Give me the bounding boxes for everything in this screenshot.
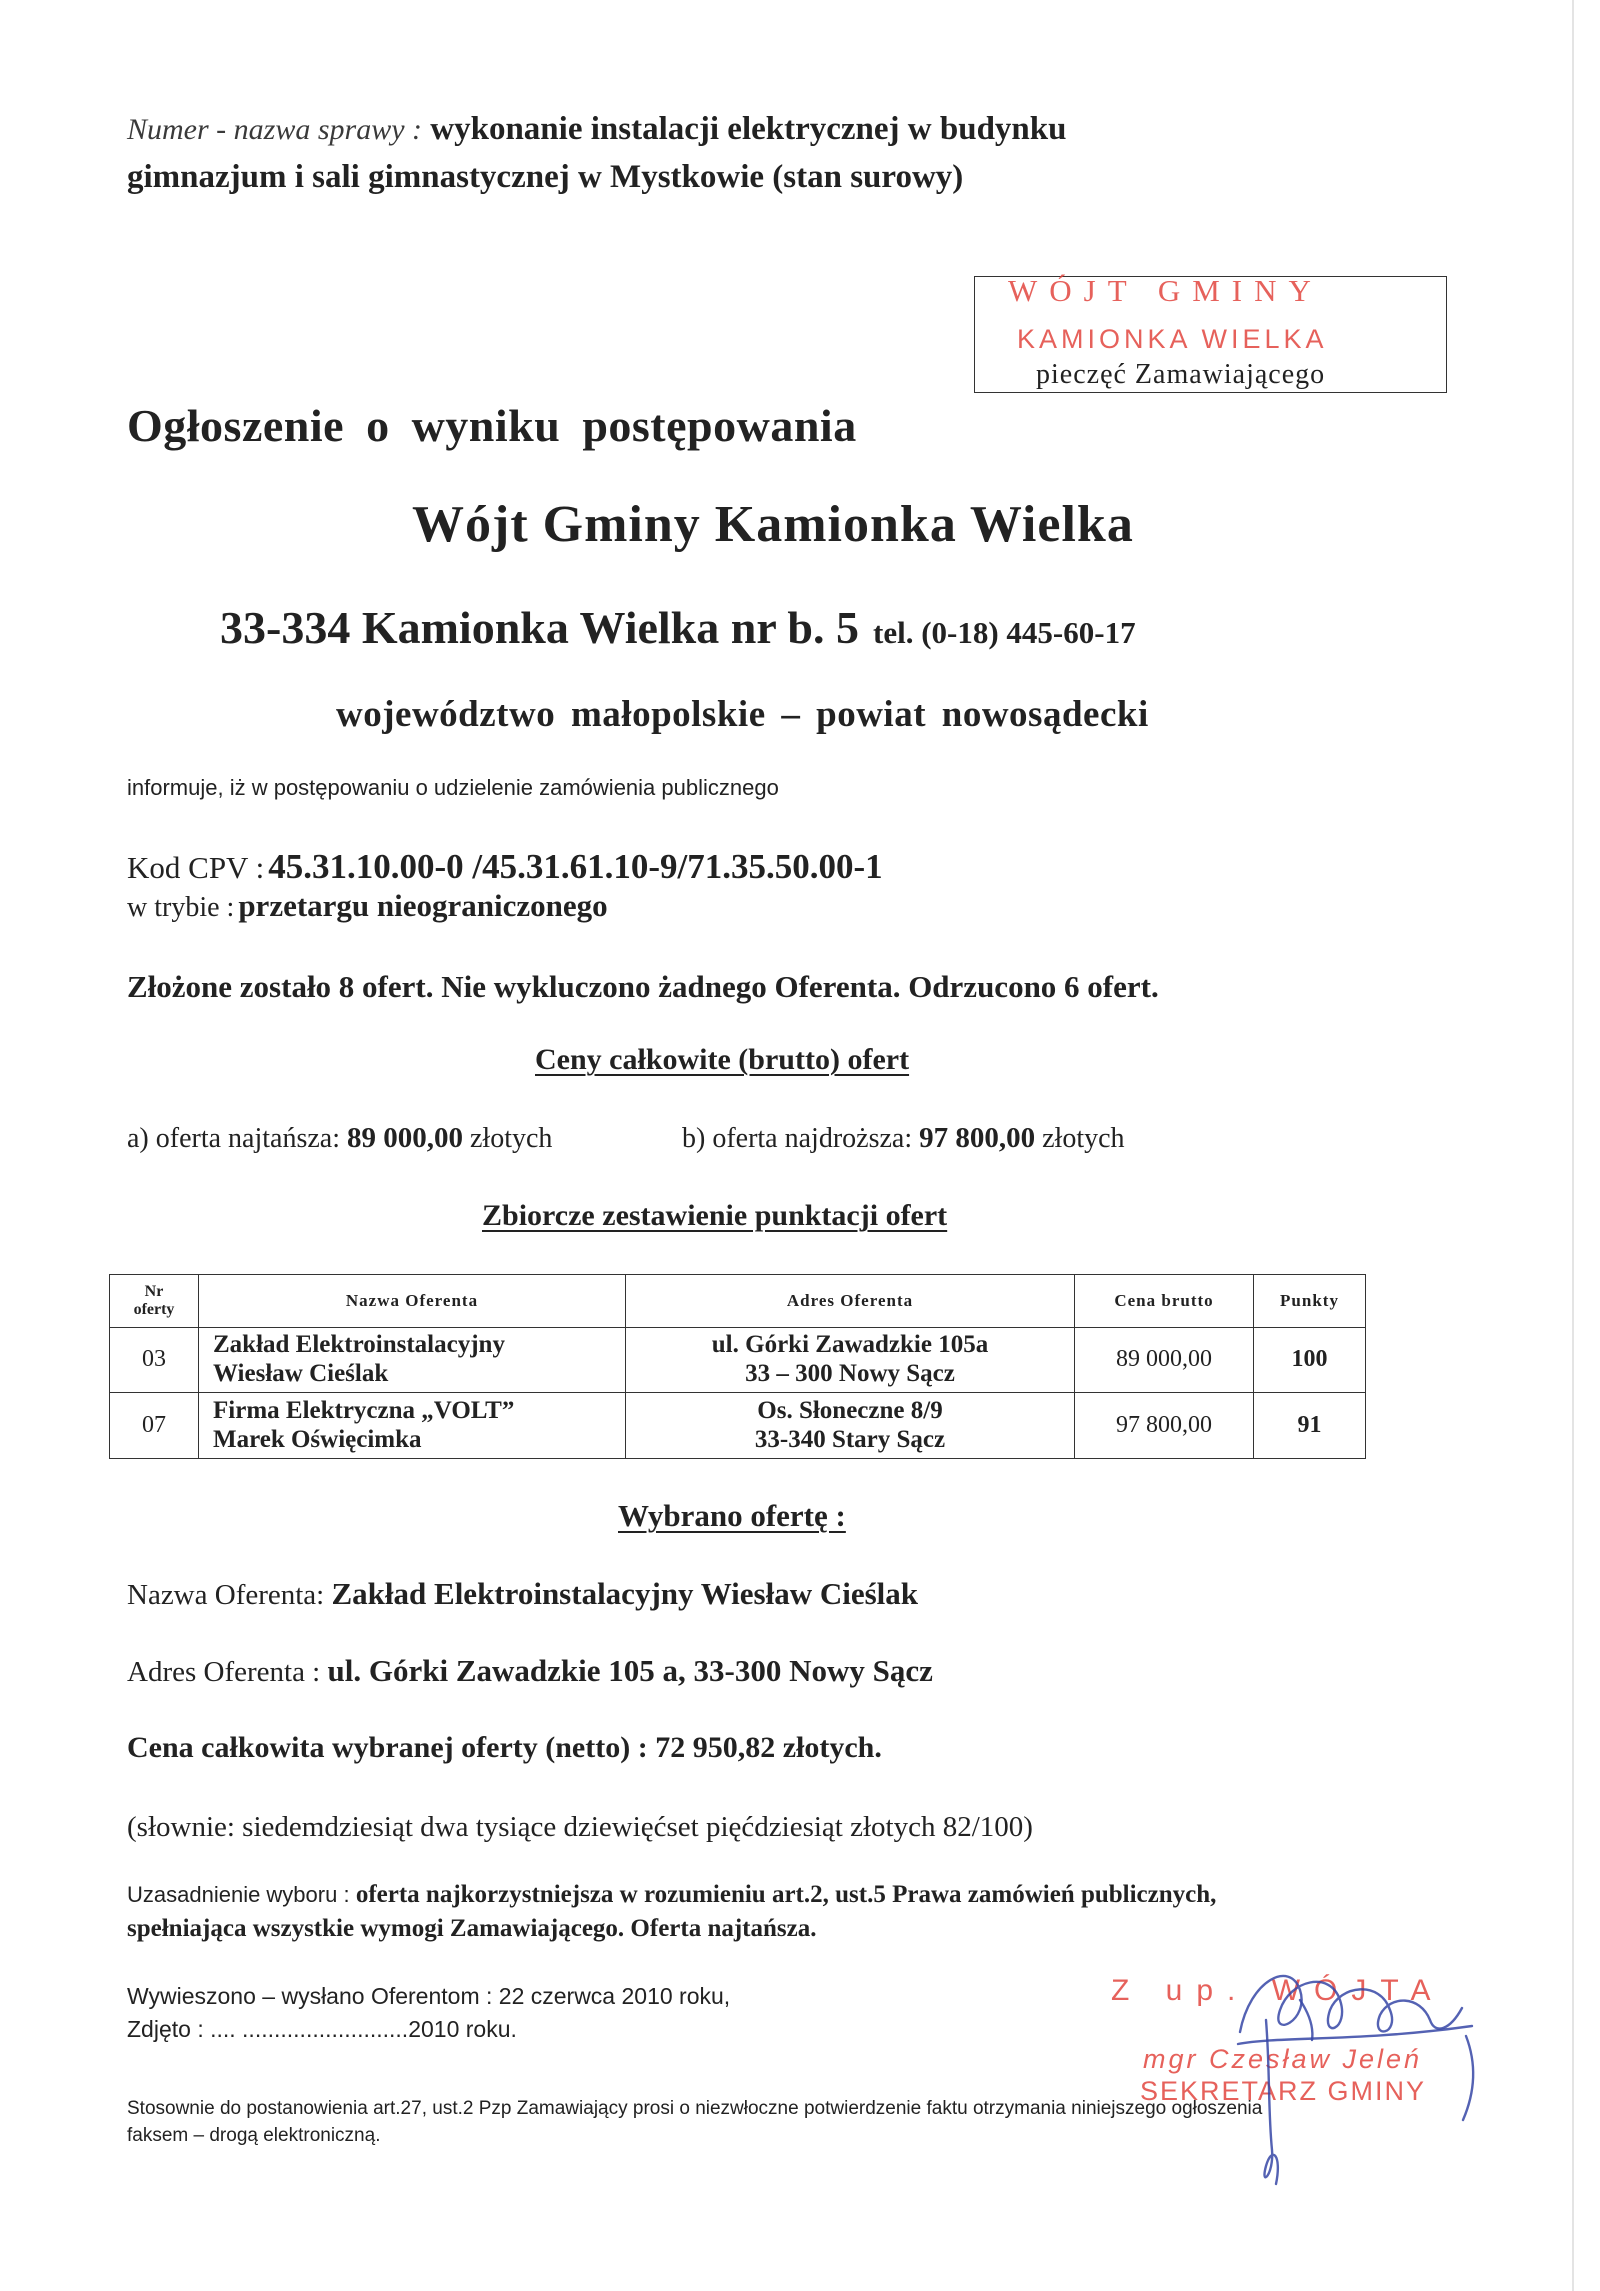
justification-line-1 [127,1880,1216,1910]
procedure-mode-label: w trybie : [127,892,235,923]
selected-offer-address-line [127,1652,933,1690]
scores-heading: Zbiorcze zestawienie punktacji ofert [482,1199,948,1232]
offer-number: 03 [110,1328,199,1393]
case-title-part-1: wykonanie instalacji elektrycznej w budynku [430,111,1067,147]
stamp-top-line-2: KAMIONKA WIELKA [1017,324,1328,354]
offer-address-line-2: 33-340 Stary Sącz [754,1425,946,1453]
removal-date: Zdjęto : .... ..........................2010 roku. [127,2016,517,2042]
handwritten-signature [1180,1940,1500,2200]
highest-offer-label: b) oferta najdroższa: [682,1123,913,1154]
cheapest-offer-unit: złotych [469,1123,553,1154]
cpv-value: 45.31.10.00-0 /45.31.61.10-9/71.35.50.00-1 [268,847,883,886]
column-header-points: Punkty [1254,1275,1366,1328]
offer-name-line-2: Marek Oświęcimka [213,1425,422,1453]
table-header-row [110,1275,1366,1328]
highest-offer-value: 97 800,00 [919,1122,1036,1154]
signature-stamp-line-3: SEKRETARZ GMINY [1140,2076,1427,2106]
scores-table [109,1274,1366,1459]
announcement-title: Ogłoszenie o wyniku postępowania [127,400,857,451]
offer-price: 89 000,00 [1075,1328,1254,1393]
highest-offer-unit: złotych [1042,1123,1125,1154]
offer-name [199,1393,626,1459]
signature-stamp-line-2: mgr Czesław Jeleń [1143,2044,1423,2074]
justification-line-2: spełniająca wszystkie wymogi Zamawiającego. Oferta najtańsza. [127,1915,817,1942]
offer-price: 97 800,00 [1075,1393,1254,1459]
selected-offer-address-value: ul. Górki Zawadzkie 105 a, 33-300 Nowy Sącz [327,1653,933,1688]
prices-heading: Ceny całkowite (brutto) ofert [535,1043,910,1076]
justification-text-1: oferta najkorzystniejsza w rozumieniu art.2, ust.5 Prawa zamówień publicznych, [355,1881,1217,1908]
selected-offer-address-label: Adres Oferenta : [127,1656,321,1688]
offer-points: 91 [1254,1393,1366,1459]
offer-address-line-1: Os. Słoneczne 8/9 [757,1396,943,1424]
offer-number: 07 [110,1393,199,1459]
procedure-mode-value: przetargu nieograniczonego [238,888,608,923]
scan-edge [1572,0,1574,2291]
stamp-caption: pieczęć Zamawiającego [1036,359,1326,390]
stamp-top-line-1: WÓJT GMINY [1008,273,1323,308]
issuer-address-line [220,600,1136,655]
offer-address-line-1: ul. Górki Zawadzkie 105a [711,1331,989,1359]
offer-points: 100 [1254,1328,1366,1393]
offer-address-line-2: 33 – 300 Nowy Sącz [745,1360,955,1387]
procedure-mode-line [127,887,608,925]
justification-label: Uzasadnienie wyboru : [127,1882,350,1907]
column-header-nr-line-2: oferty [133,1301,175,1318]
case-title-line-2: gimnazjum i sali gimnastycznej w Mystkowie (stan surowy) [127,159,964,195]
selected-offer-name-value: Zakład Elektroinstalacyjny Wiesław Cieślak [331,1576,919,1611]
footer-note-line-1: Stosownie do postanowienia art.27, ust.2 Pzp Zamawiający prosi o niezwłoczne potwierdzenie faktu otrzymania niniejszego ogłoszenia [127,2098,1263,2119]
column-header-nr-line-1: Nr [144,1283,164,1301]
selected-offer-name-label: Nazwa Oferenta: [127,1579,325,1611]
offer-address [626,1328,1075,1393]
selected-offer-name-line [127,1575,918,1613]
case-label: Numer - nazwa sprawy : [127,113,423,146]
cpv-line [127,846,883,888]
case-title-line-1 [127,110,1066,150]
issuer-region: województwo małopolskie – powiat nowosądecki [336,694,1149,735]
cheapest-offer-value: 89 000,00 [346,1122,463,1154]
offer-name [199,1328,626,1393]
selected-offer-price: Cena całkowita wybranej oferty (netto) : 72 950,82 złotych. [127,1731,882,1764]
issuer-phone: tel. (0-18) 445-60-17 [873,615,1136,650]
table-row [110,1393,1366,1459]
cheapest-offer-label: a) oferta najtańsza: [127,1123,340,1154]
column-header-address: Adres Oferenta [626,1275,1075,1328]
signature-stamp-line-1: Z up. WÓJTA [1111,1974,1445,2007]
offer-name-line-1: Firma Elektryczna „VOLT” [213,1396,515,1424]
offer-name-line-2: Wiesław Cieślak [213,1360,389,1387]
posting-date: Wywieszono – wysłano Oferentom : 22 czerwca 2010 roku, [127,1983,731,2009]
table-row [110,1328,1366,1393]
offer-address [626,1393,1075,1459]
offer-name-line-1: Zakład Elektroinstalacyjny [213,1331,505,1359]
column-header-nr [110,1275,199,1328]
intro-text: informuje, iż w postępowaniu o udzielenie zamówienia publicznego [127,775,779,800]
selected-offer-price-words: (słownie: siedemdziesiąt dwa tysiące dziewięćset pięćdziesiąt złotych 82/100) [127,1811,1033,1843]
column-header-name: Nazwa Oferenta [199,1275,626,1328]
highest-offer-line [682,1121,1125,1156]
offers-summary: Złożone zostało 8 ofert. Nie wykluczono żadnego Oferenta. Odrzucono 6 ofert. [127,969,1159,1004]
issuer-name: Wójt Gminy Kamionka Wielka [412,496,1134,553]
cheapest-offer-line [127,1121,552,1156]
cpv-label: Kod CPV : [127,850,265,885]
issuer-address: 33-334 Kamionka Wielka nr b. 5 [220,602,860,653]
footer-note-line-2: faksem – drogą elektroniczną. [127,2125,381,2146]
column-header-price: Cena brutto [1075,1275,1254,1328]
selected-offer-heading: Wybrano ofertę : [618,1498,846,1533]
